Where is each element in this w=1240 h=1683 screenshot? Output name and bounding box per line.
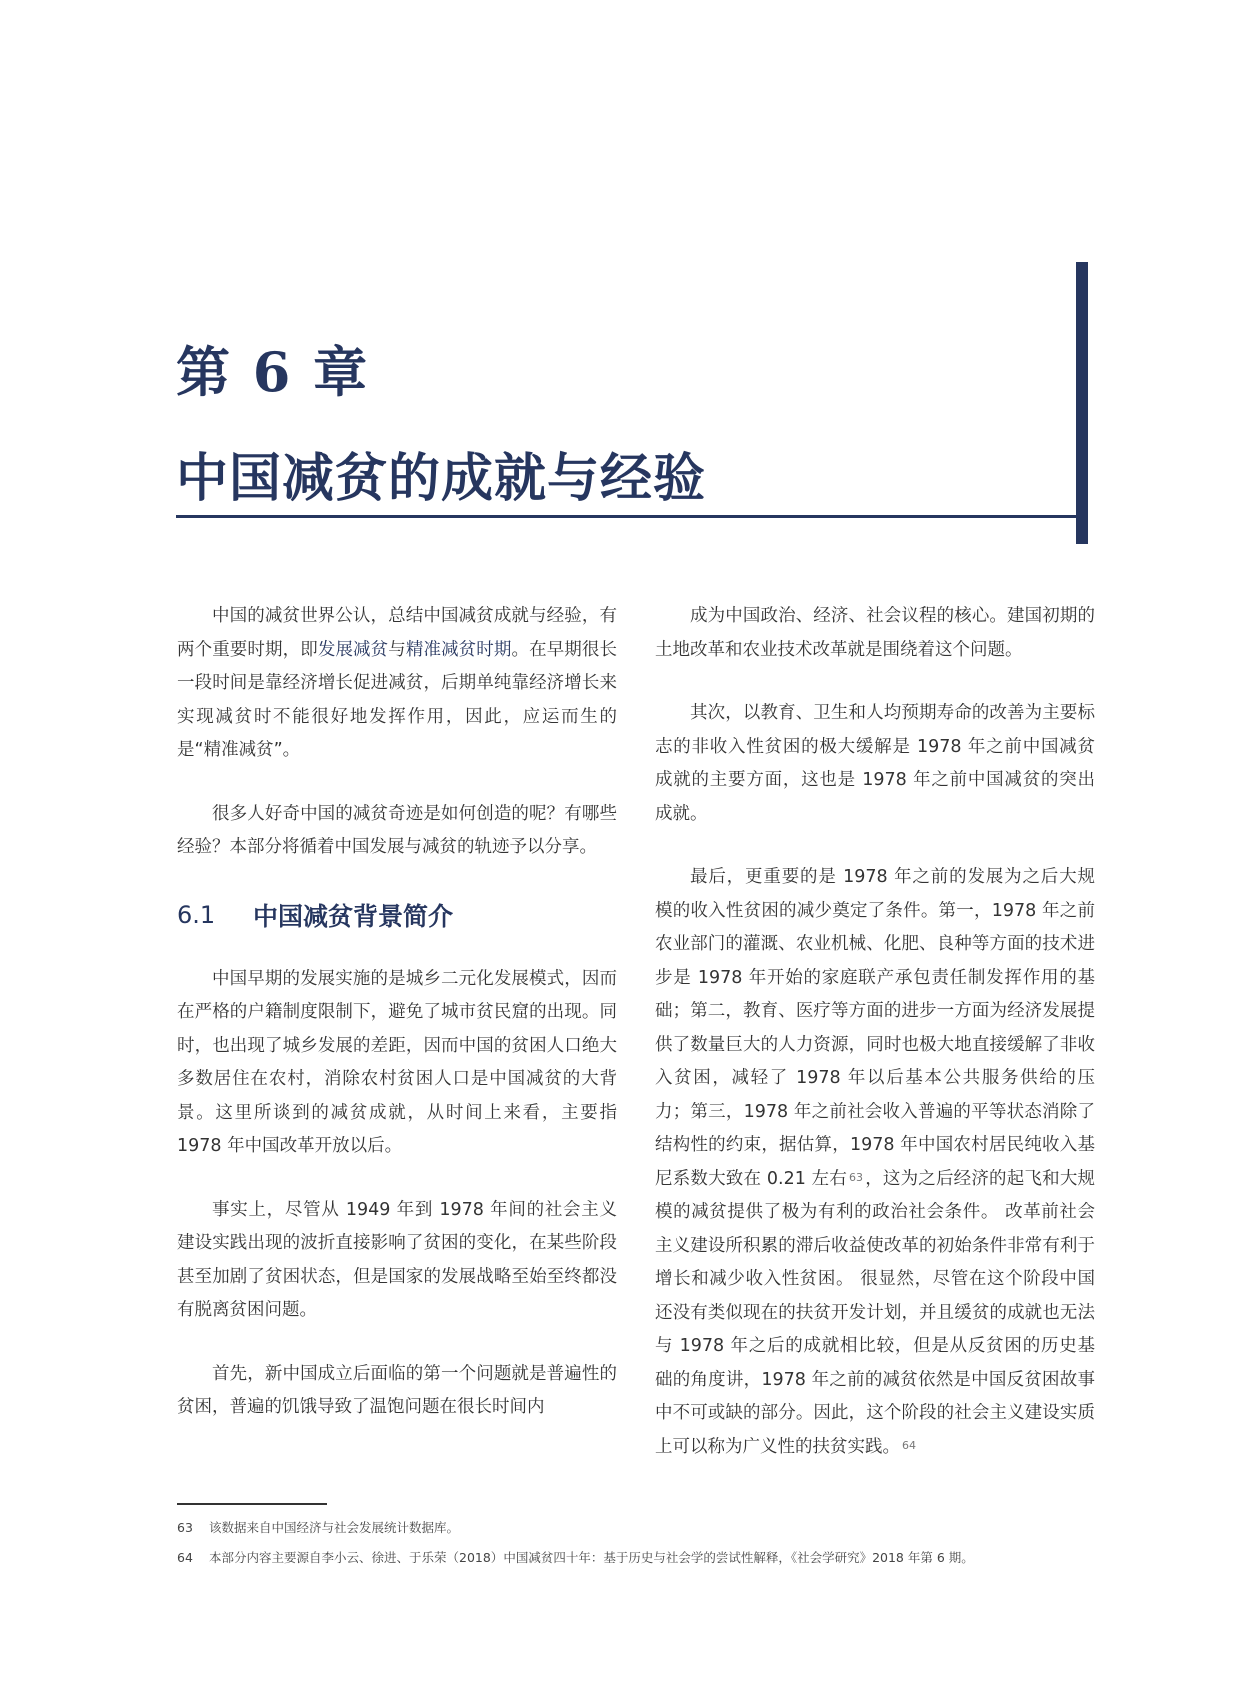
footnote [177,1548,974,1566]
chapter-side-bar [1076,262,1088,544]
left-column [177,600,617,1455]
section-title: 中国减贫背景简介 [253,901,454,931]
section-heading [177,895,617,935]
footnote [177,1518,459,1536]
chapter-title: 中国减贫的成就与经验 [176,449,707,509]
title-divider [176,515,1078,518]
paragraph: 中国早期的发展实施的是城乡二元化发展模式，因而在严格的户籍制度限制下，避免了城市贫民窟的出现。同时，也出现了城乡发展的差距，因而中国的贫困人口绝大多数居住在农村，消除农村贫困人口是中国减贫的大背景。这里所谈到的减贫成就，从时间上来看，主要指 1978 年中国改革开放以后。 [177,968,617,1156]
highlight-term: 精准减贫时期 [405,639,512,660]
paragraph: 首先，新中国成立后面临的第一个问题就是普遍性的贫困，普遍的饥饿导致了温饱问题在很长时间内 [177,1363,617,1417]
highlight-term: 发展减贫 [317,639,389,660]
footnote-ref[interactable]: 63 [849,1170,864,1184]
section-number: 6.1 [177,900,216,929]
footnote-divider [177,1503,327,1505]
chapter-number: 第 6 章 [176,340,370,404]
footnote-ref[interactable]: 64 [902,1438,916,1452]
right-column [655,600,1095,1494]
footnote-text: 该数据来自中国经济与社会发展统计数据库。 [209,1520,460,1535]
footnote-number: 64 [177,1550,193,1565]
footnote-text: 本部分内容主要源自李小云、徐进、于乐荣（2018）中国减贫四十年：基于历史与社会学的尝试性解释，《社会学研究》2018 年第 6 期。 [209,1550,974,1565]
paragraph: 成为中国政治、经济、社会议程的核心。建国初期的土地改革和农业技术改革就是围绕着这个问题。 [655,606,1095,660]
paragraph: 很多人好奇中国的减贫奇迹是如何创造的呢？有哪些经验？本部分将循着中国发展与减贫的轨迹予以分享。 [177,803,617,857]
paragraph: 最后，更重要的是 1978 年之前的发展为之后大规模的收入性贫困的减少奠定了条件。第一，1978 年之前农业部门的灌溉、农业机械、化肥、良种等方面的技术进步是 1978 年开始的家庭联产承包责任制发挥作用的基础；第二，教育、医疗等方面的进步一方面为经济发展提供了数量巨大的人力资源，同时也极大地直接缓解了非收入贫困，减轻了 1978 年以后基本公共服务供给的压力；第三，1978 年之前社会收入普遍的平等状态消除了结构性的约束，据估算，1978 年中国农村居民纯收入基尼系数大致在 0.21 左右 $^{63}$ ，这为之后经济的起飞和大规模的减贫提供了极为有利的政治社会条件。 改革前社会主义建设所积累的滞后收益使改革的初始条件非常有利于增长和减少收入性贫困。 很显然，尽管在这个阶段中国还没有类似现在的扶贫开发计划，并且缓贫的成就也无法与 1978 年之后的成就相比较，但是从反贫困的历史基础的角度讲，1978 年之前的减贫依然是中国反贫困故事中不可或缺的部分。因此，这个阶段的社会主义建设实质上可以称为广义性的扶贫实践。 $^{64}$ [655,867,1096,1457]
paragraph: 其次，以教育、卫生和人均预期寿命的改善为主要标志的非收入性贫困的极大缓解是 1978 年之前中国减贫成就的主要方面，这也是 1978 年之前中国减贫的突出成就。 [655,703,1095,824]
paragraph: 事实上，尽管从 1949 年到 1978 年间的社会主义建设实践出现的波折直接影响了贫困的变化，在某些阶段甚至加剧了贫困状态，但是国家的发展战略至始至终都没有脱离贫困问题。 [177,1199,617,1320]
footnote-number: 63 [177,1520,193,1535]
paragraph: 中国的减贫世界公认，总结中国减贫成就与经验，有两个重要时期，即发展减贫与精准减贫时期。在早期很长一段时间是靠经济增长促进减贫，后期单纯靠经济增长来实现减贫时不能很好地发挥作用，因此，应运而生的是“精准减贫”。 [177,606,618,760]
